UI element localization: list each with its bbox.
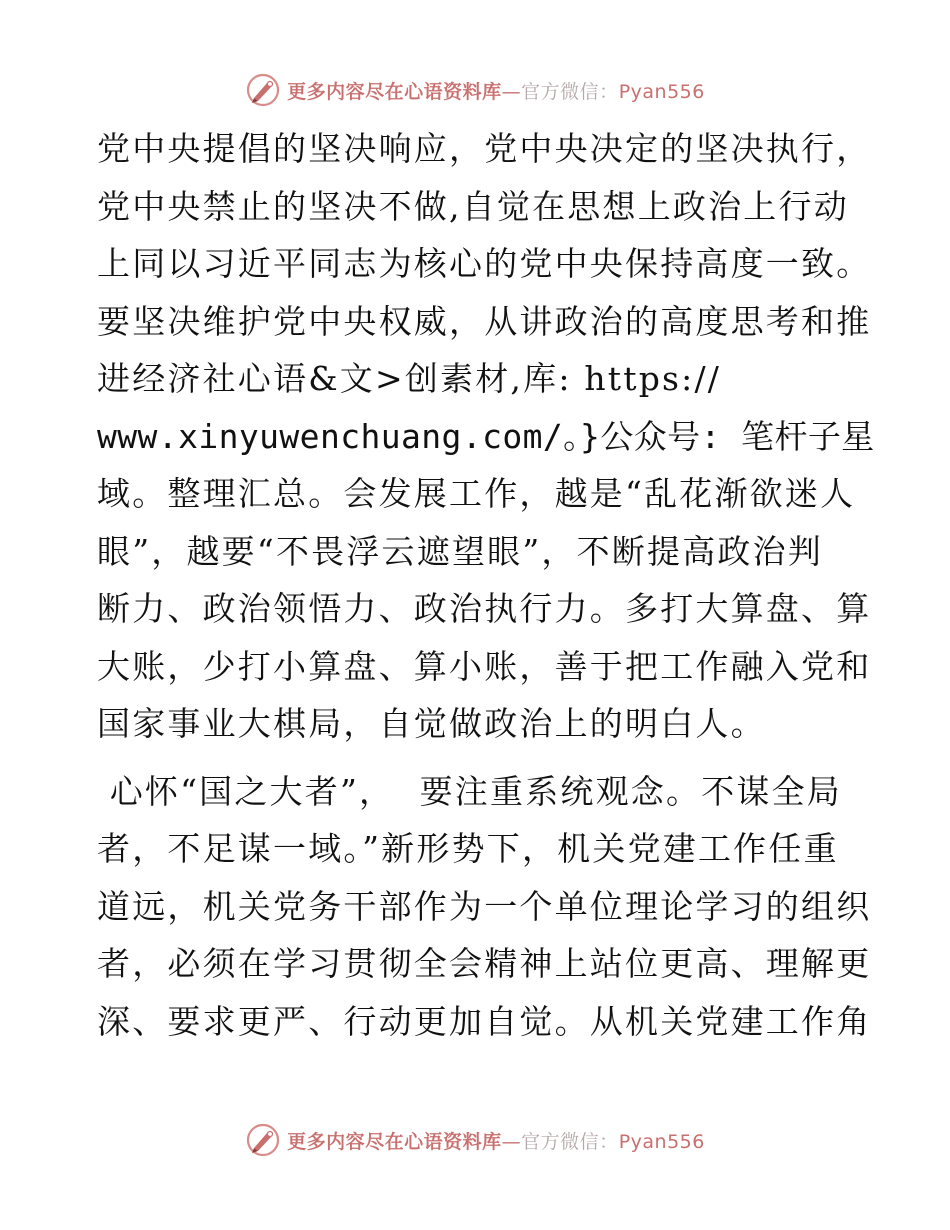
text-line: 进经济社心语&文>创素材,库: https:// (97, 359, 722, 398)
paragraph-1 (97, 120, 875, 753)
text-line: 深、要求更严、行动更加自觉。从机关党建工作角 (97, 1001, 872, 1041)
text-line: 域。整理汇总。会发展工作，越是“乱花渐欲迷人 (97, 474, 856, 513)
header-banner (0, 68, 950, 112)
text-line: 道远，机关党务干部作为一个单位理论学习的组织 (97, 886, 872, 926)
text-line: 国家事业大棋局，自觉做政治上的明白人。 (97, 704, 766, 743)
header-banner-text: 更多内容尽在心语资料库—官方微信：Pyan556 (287, 80, 705, 103)
pen-logo-icon (245, 72, 281, 108)
document-body (97, 120, 875, 1050)
text-line: 眼”，越要“不畏浮云遮望眼”，不断提高政治判 (97, 531, 824, 571)
url-text-line: www.xinyuwenchuang.com/。}公众号: 笔杆子星 (97, 416, 875, 456)
text-line: 者，不足谋一域。”新形势下，机关党建工作任重 (97, 829, 839, 868)
footer-banner-text: 更多内容尽在心语资料库—官方微信：Pyan556 (287, 1130, 705, 1153)
text-line: 断力、政治领悟力、政治执行力。多打大算盘、算 (97, 589, 872, 628)
text-line: 大账，少打小算盘、算小账，善于把工作融入党和 (97, 646, 872, 686)
text-line: 党中央提倡的坚决响应，党中央决定的坚决执行， (97, 129, 872, 168)
footer-banner (0, 1118, 950, 1162)
paragraph-2 (97, 763, 872, 1051)
paragraph-spacer (97, 753, 857, 763)
text-line: 者，必须在学习贯彻全会精神上站位更高、理解更 (97, 944, 872, 983)
text-line: 心怀“国之大者”， 要注重系统观念。不谋全局 (97, 771, 843, 811)
text-line: 上同以习近平同志为核心的党中央保持高度一致。 (97, 244, 872, 283)
text-line: 党中央禁止的坚决不做,自觉在思想上政治上行动 (97, 186, 849, 226)
pen-logo-icon (245, 1122, 281, 1158)
text-line: 要坚决维护党中央权威，从讲政治的高度思考和推 (97, 301, 872, 341)
